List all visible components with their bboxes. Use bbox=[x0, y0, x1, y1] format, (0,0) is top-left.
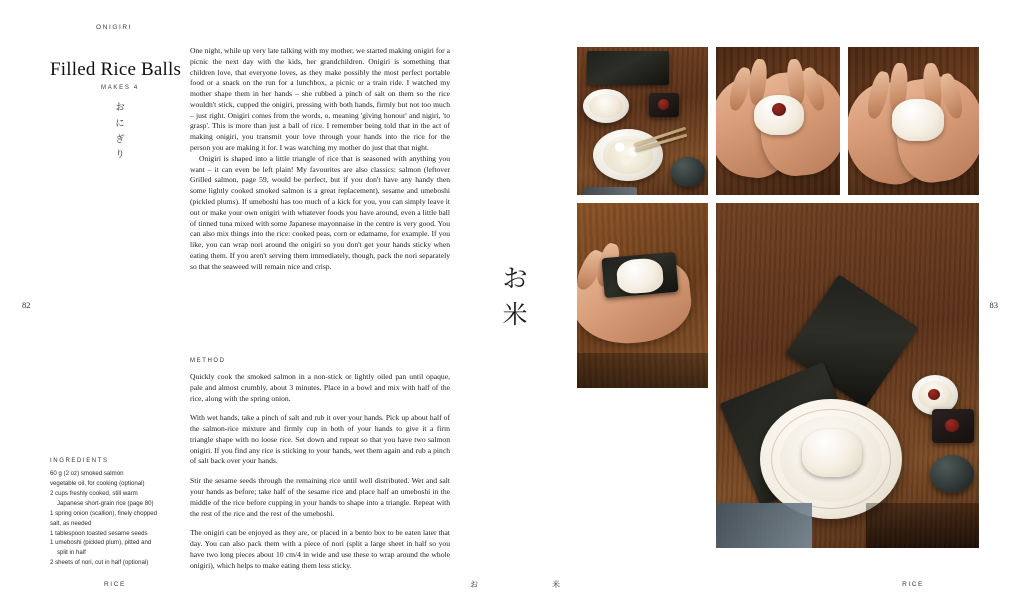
photo-hands-shaping-onigiri-umeboshi bbox=[716, 47, 840, 195]
ingredient-text: 1 tablespoon toasted sesame seeds bbox=[50, 529, 148, 537]
kanji-footer-char-2: 米 bbox=[552, 580, 560, 589]
running-foot-right: RICE bbox=[902, 581, 924, 588]
black-dish bbox=[649, 93, 679, 117]
ingredient-text-cont: Japanese short-grain rice (page 80) bbox=[57, 499, 154, 507]
shadow-foreground bbox=[577, 353, 708, 388]
list-item bbox=[50, 479, 182, 489]
nori-sheet bbox=[587, 51, 669, 85]
ingredient-text: 60 g (2 oz) smoked salmon bbox=[50, 470, 124, 478]
yield-label: MAKES 4 bbox=[101, 85, 139, 91]
folio-left: 82 bbox=[22, 300, 31, 310]
ingredient-text: 1 umeboshi (pickled plum), pitted and bbox=[50, 539, 152, 547]
method-step-3: Stir the sesame seeds through the remaining rice until well distributed. Wet and salt your hands as before; take half of the sesame rice and place half an umeboshi in the middle of the rice before cupping in your hands to shape into a triangle. Repeat with the rest of the rice and the rest of the umeboshi. bbox=[190, 476, 450, 518]
riceball bbox=[802, 429, 862, 477]
shadow-foreground bbox=[866, 503, 979, 548]
ingredients-heading: INGREDIENTS bbox=[50, 458, 109, 465]
wood-table-background bbox=[577, 203, 708, 388]
kanji-char-2: 米 bbox=[502, 302, 528, 330]
intro-text bbox=[190, 46, 450, 272]
riceball bbox=[892, 99, 944, 141]
intro-paragraph-2: Onigiri is shaped into a little triangle of rice that is seasoned with anything you want – it can even be left plain! My favourites are also classics: salmon (leftover Grilled salmon, page 59, would be perfect, but if you don't have any handy then some lightly cooked smoked salmon is a great replacement), sesame and umeboshi (pickled plums). If umeboshi has too much of a kick for you, you can simply leave it out or make your own onigiri with whatever foods you have around, even a little ball of tinned tuna mixed with some Japanese mayonnaise in the centre is very good. You can also mix things into the rice: cooked peas, corn or edamame, for example. If you like, you can wrap nori around the onigiri so you don't get your hands sticky when eating them. If you aren't serving them immediately, though, pack the nori separately so that the seaweed will remain nice and crisp. bbox=[190, 153, 450, 271]
kanji-footer bbox=[470, 579, 560, 590]
kana-char-1: お bbox=[115, 102, 125, 112]
umeboshi-plum bbox=[928, 389, 940, 400]
dark-bowl bbox=[930, 455, 974, 493]
kanji-footer-char-1: お bbox=[470, 580, 478, 589]
photo-onigiri-platter-overhead bbox=[716, 203, 979, 548]
ingredient-text: 1 spring onion (scallion), finely chopped bbox=[50, 509, 158, 517]
kana-char-4: り bbox=[115, 149, 125, 160]
page-title: Filled Rice Balls bbox=[50, 58, 182, 80]
list-item bbox=[50, 538, 182, 558]
method-step-2: With wet hands, take a pinch of salt and rub it over your hands. Pick up about half of the salmon-rice mixture and firmly cup in both of your hands to give it a firm triangle shape with no loose rice. Set down and repeat so that you have two salmon onigiri. If you find any rice is sticking to your hands, wet them again and rub a pinch of salt back over your hands. bbox=[190, 413, 450, 466]
method-steps bbox=[190, 372, 450, 572]
photo-rice-bowl-setting bbox=[577, 47, 708, 195]
list-item bbox=[50, 489, 182, 509]
ingredient-text: salt, as needed bbox=[50, 519, 92, 527]
ingredients-list bbox=[50, 469, 182, 568]
ingredient-text: vegetable oil, for cooking (optional) bbox=[50, 480, 145, 488]
kana-char-3: ぎ bbox=[115, 133, 125, 144]
running-foot-left: RICE bbox=[104, 581, 126, 588]
list-item bbox=[50, 558, 182, 568]
black-dish bbox=[932, 409, 974, 443]
list-item bbox=[50, 529, 182, 539]
method-step-1: Quickly cook the smoked salmon in a non-stick or lightly oiled pan until opaque, pale and almost crumbly, about 3 minutes. Place in a bowl and mix with half of the rice, along with the spring onion. bbox=[190, 372, 450, 403]
kanji-large bbox=[487, 262, 543, 335]
wood-table-background bbox=[716, 203, 979, 548]
umeboshi-plum bbox=[658, 99, 669, 110]
riceball bbox=[616, 257, 664, 294]
folio-right: 83 bbox=[989, 300, 998, 310]
ingredients-block bbox=[50, 458, 182, 568]
list-item bbox=[50, 519, 182, 529]
blue-cloth bbox=[716, 503, 812, 548]
blue-cloth bbox=[583, 187, 637, 195]
dark-bowl bbox=[671, 157, 705, 187]
method-heading: METHOD bbox=[190, 358, 226, 364]
method-step-4: The onigiri can be enjoyed as they are, or placed in a bento box to be eaten later that day. You can also pack them with a piece of nori (split a large sheet in half so you have two long pieces about 10 cm/4 in wide and use these to wrap around the whole onigiri), which helps to make eating them less sticky. bbox=[190, 528, 450, 570]
wood-table-background bbox=[577, 47, 708, 195]
wood-table-background bbox=[848, 47, 979, 195]
list-item bbox=[50, 469, 182, 479]
list-item bbox=[50, 509, 182, 519]
ingredient-text-cont: split in half bbox=[57, 549, 86, 557]
intro-paragraph-1: One night, while up very late talking with my mother, we started making onigiri for a picnic the next day with the kids, her grandchildren. Onigiri is something that children love, that everyone loves, as they make possibly the most perfect portable food or a snack on the run for a lunchbox, a picnic or a train ride. I watched my mother shape them in her hands – she rubbed a pinch of salt on them so the rice wouldn't stick, cupped the onigiri, pressing with both hands, firmly but not too much – just right. Onigiri comes from the words, o, meaning 'giving honour' and nigiri, 'to grasp'. This is more than just a ball of rice. I remember being told that in the act of making onigiri, you transmit your love through your hands into the rice for the person you are making it for. I was watching my mother do just that that night. bbox=[190, 46, 450, 153]
small-white-plate bbox=[583, 89, 629, 123]
umeboshi-plum bbox=[945, 419, 959, 432]
ingredient-text: 2 sheets of nori, cut in half (optional) bbox=[50, 559, 149, 567]
running-head-chapter: ONIGIRI bbox=[96, 24, 133, 31]
kana-vertical bbox=[50, 100, 190, 163]
ingredient-text: 2 cups freshly cooked, still warm bbox=[50, 490, 138, 498]
kana-char-2: に bbox=[115, 117, 125, 128]
photo-onigiri-with-nori-in-hand bbox=[577, 203, 708, 388]
wood-table-background bbox=[716, 47, 840, 195]
photo-hands-pressing-riceball bbox=[848, 47, 979, 195]
kanji-char-1: お bbox=[502, 266, 528, 293]
umeboshi-plum bbox=[772, 103, 786, 116]
